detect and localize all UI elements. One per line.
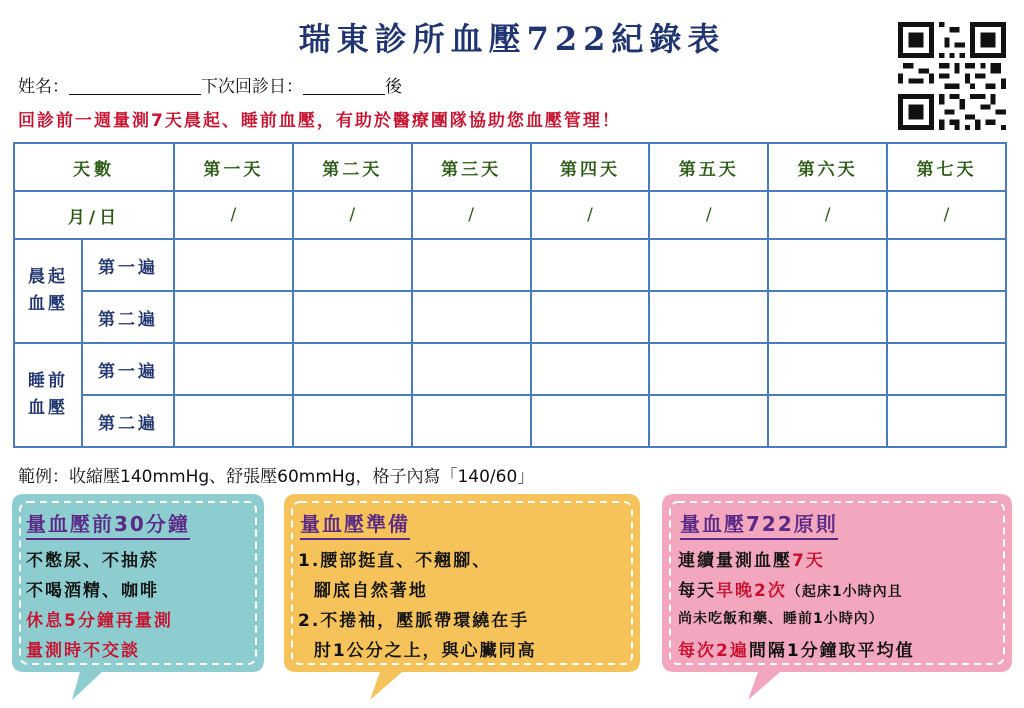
date-cell-2[interactable]: / (293, 191, 412, 239)
day-1-header: 第一天 (174, 143, 293, 191)
next-visit-blank (303, 78, 385, 95)
bp-cell[interactable] (531, 395, 650, 447)
bp-cell[interactable] (887, 291, 1006, 343)
morning-pass-2-row (14, 291, 1006, 343)
page-title: 瑞東診所血壓722紀錄表 (298, 20, 726, 58)
next-visit-label: 下次回診日： (201, 77, 303, 97)
night-pass-1-row (14, 343, 1006, 395)
bp-cell[interactable] (531, 343, 650, 395)
bp-cell[interactable] (293, 239, 412, 291)
date-cell-4[interactable]: / (531, 191, 650, 239)
day-7-header: 第七天 (887, 143, 1006, 191)
morning-pass-2-label: 第二遍 (82, 291, 174, 343)
bubble-line: 不喝酒精、咖啡 (26, 581, 159, 601)
bp-cell[interactable] (174, 291, 293, 343)
bp-cell[interactable] (531, 239, 650, 291)
date-cell-7[interactable]: / (887, 191, 1006, 239)
day-5-header: 第五天 (649, 143, 768, 191)
morning-pass-1-label: 第一遍 (82, 239, 174, 291)
bubble-line: 肘1公分之上，與心臟同高 (298, 641, 537, 661)
qr-code-icon (898, 22, 1006, 130)
day-2-header: 第二天 (293, 143, 412, 191)
date-cell-3[interactable]: / (412, 191, 531, 239)
example-text: 範例：收縮壓140mmHg、舒張壓60mmHg，格子內寫「140/60」 (18, 467, 535, 487)
bp-cell[interactable] (174, 239, 293, 291)
bp-cell[interactable] (293, 291, 412, 343)
date-row (14, 191, 1006, 239)
tip-bubble-preparation (282, 492, 642, 704)
name-blank (69, 78, 201, 95)
bubble-line: 量測時不交談 (26, 641, 140, 661)
tip-bubble-before-measure (10, 492, 266, 704)
tip-bubble-722-principle (660, 492, 1014, 704)
bp-cell[interactable] (412, 395, 531, 447)
bp-cell[interactable] (649, 343, 768, 395)
day-3-header: 第三天 (412, 143, 531, 191)
bubble-title: 量血壓722原則 (680, 508, 838, 540)
bp-cell[interactable] (293, 395, 412, 447)
patient-info-line (18, 72, 402, 97)
bp-cell[interactable] (412, 239, 531, 291)
bp-record-table (13, 142, 1007, 448)
bubble-line: 2.不捲袖，壓脈帶環繞在手 (298, 611, 530, 631)
bubble-line: 1.腰部挺直、不翹腳、 (298, 551, 492, 571)
bp-cell[interactable] (649, 291, 768, 343)
bp-cell[interactable] (768, 395, 887, 447)
bubble-title: 量血壓準備 (300, 508, 410, 540)
night-pass-1-label: 第一遍 (82, 343, 174, 395)
night-pass-2-label: 第二遍 (82, 395, 174, 447)
bp-cell[interactable] (887, 395, 1006, 447)
bp-cell[interactable] (649, 395, 768, 447)
bp-cell[interactable] (649, 239, 768, 291)
days-label: 天數 (14, 143, 174, 191)
bp-cell[interactable] (768, 343, 887, 395)
bp-cell[interactable] (293, 343, 412, 395)
night-pass-2-row (14, 395, 1006, 447)
bubble-line: 連續量測血壓7天 (678, 551, 825, 571)
bubble-line: 尚未吃飯和藥、睡前1小時內） (678, 611, 884, 627)
date-label: 月/日 (14, 191, 174, 239)
bubble-line: 每天早晚2次（起床1小時內且 (678, 581, 903, 601)
day-4-header: 第四天 (531, 143, 650, 191)
bp-cell[interactable] (412, 291, 531, 343)
bubble-line: 每次2遍間隔1分鐘取平均值 (678, 641, 915, 661)
bubble-line: 不憋尿、不抽菸 (26, 551, 159, 571)
day-6-header: 第六天 (768, 143, 887, 191)
bp-cell[interactable] (887, 343, 1006, 395)
morning-pass-1-row (14, 239, 1006, 291)
after-label: 後 (385, 77, 402, 97)
date-cell-6[interactable]: / (768, 191, 887, 239)
instruction-note: 回診前一週量測7天晨起、睡前血壓，有助於醫療團隊協助您血壓管理！ (18, 111, 621, 131)
bubble-line: 休息5分鐘再量測 (26, 611, 173, 631)
bp-cell[interactable] (174, 343, 293, 395)
bubble-line: 腳底自然著地 (298, 581, 428, 601)
morning-section-label: 晨起 血壓 (14, 239, 82, 343)
name-label: 姓名： (18, 77, 69, 97)
bubble-title: 量血壓前30分鐘 (26, 508, 190, 540)
night-section-label: 睡前 血壓 (14, 343, 82, 447)
date-cell-1[interactable]: / (174, 191, 293, 239)
bp-cell[interactable] (887, 239, 1006, 291)
bp-cell[interactable] (768, 291, 887, 343)
bp-cell[interactable] (531, 291, 650, 343)
bp-cell[interactable] (174, 395, 293, 447)
date-cell-5[interactable]: / (649, 191, 768, 239)
bp-cell[interactable] (412, 343, 531, 395)
days-header-row (14, 143, 1006, 191)
bp-cell[interactable] (768, 239, 887, 291)
